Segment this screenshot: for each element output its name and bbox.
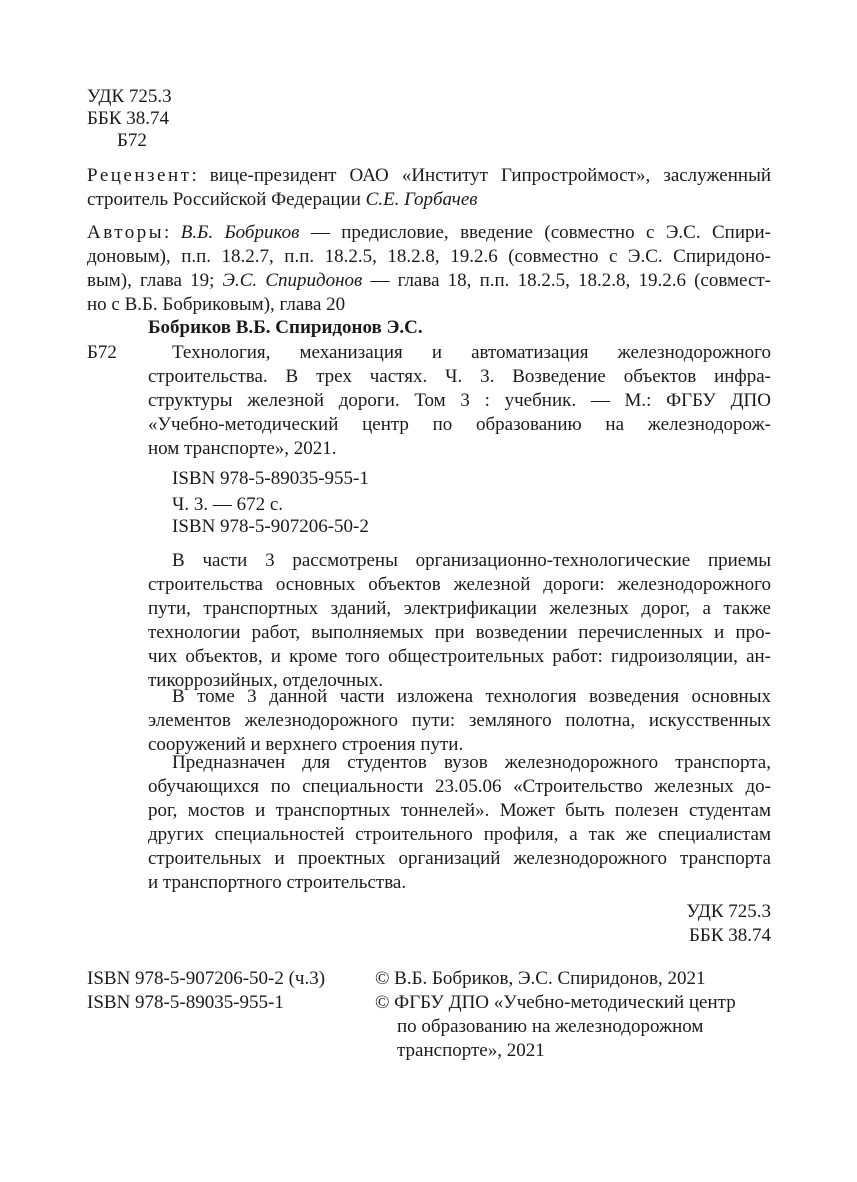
reviewer-line-1: Рецензент: вице-президент ОАО «Институт Гипростроймост», заслуженный (87, 165, 771, 186)
authors-line-4: но с В.Б. Бобриковым), глава 20 (87, 294, 346, 315)
abstract-line: сооружений и верхнего строения пути. (148, 734, 464, 755)
abstract-line: обучающихся по специальности 23.05.06 «Строительство железных до- (148, 776, 771, 797)
bib-line: Технология, механизация и автоматизация железнодорожного (172, 342, 771, 363)
bbk-bottom: ББК 38.74 (689, 925, 771, 946)
udk-top: УДК 725.3 (87, 86, 172, 107)
footer-isbn-2: ISBN 978-5-89035-955-1 (87, 992, 284, 1013)
author-code-top: Б72 (117, 130, 147, 151)
udk-bottom: УДК 725.3 (686, 901, 771, 922)
authors-line-2: доновым), п.п. 18.2.7, п.п. 18.2.5, 18.2.8, 19.2.6 (совместно с Э.С. Спиридоно- (87, 246, 771, 267)
bib-part: Ч. 3. — 672 с. (172, 494, 284, 515)
abstract-line: рог, мостов и транспортных тоннелей». Может быть полезен студентам (148, 800, 771, 821)
abstract-line: элементов железнодорожного пути: земляного полотна, искусственных (148, 710, 771, 731)
abstract-line: Предназначен для студентов вузов железнодорожного транспорта, (172, 752, 771, 773)
abstract-line: тикоррозийных, отделочных. (148, 670, 384, 691)
footer-isbn-1: ISBN 978-5-907206-50-2 (ч.3) (87, 968, 326, 989)
abstract-line: строительных и проектных организаций железнодорожного транспорта (148, 848, 771, 869)
copyright-line: © В.Б. Бобриков, Э.С. Спиридонов, 2021 (375, 968, 706, 989)
reviewer-name: С.Е. Горбачев (365, 189, 478, 210)
authors-line-1: Авторы: В.Б. Бобриков — предисловие, введение (совместно с Э.С. Спири- (87, 222, 771, 243)
reviewer-line-2: строитель Российской Федерации С.Е. Горбачев (87, 189, 478, 210)
bib-line: ном транспорте», 2021. (148, 438, 337, 459)
bib-line: строительства. В трех частях. Ч. 3. Возведение объектов инфра- (148, 366, 771, 387)
abstract-line: чих объектов, и кроме того общестроительных работ: гидроизоляции, ан- (148, 646, 771, 667)
abstract-line: пути, транспортных зданий, электрификации железных дорог, а также (148, 598, 771, 619)
bib-line: «Учебно-методический центр по образованию на железнодорож- (148, 414, 771, 435)
bbk-top: ББК 38.74 (87, 108, 169, 129)
abstract-line: В части 3 рассмотрены организационно-технологические приемы (172, 550, 771, 571)
abstract-line: строительства основных объектов железной дороги: железнодорожного (148, 574, 771, 595)
copyright-line: транспорте», 2021 (397, 1040, 545, 1061)
abstract-line: технологии работ, выполняемых при возведении перечисленных и про- (148, 622, 771, 643)
bib-line: структуры железной дороги. Том 3 : учебник. — М.: ФГБУ ДПО (148, 390, 771, 411)
bib-isbn-2: ISBN 978-5-907206-50-2 (172, 516, 369, 537)
copyright-line: по образованию на железнодорожном (397, 1016, 704, 1037)
bib-isbn-1: ISBN 978-5-89035-955-1 (172, 468, 369, 489)
abstract-line: В томе 3 данной части изложена технология возведения основных (172, 686, 771, 707)
bib-code: Б72 (87, 342, 117, 363)
bib-authors: Бобриков В.Б. Спиридонов Э.С. (148, 317, 423, 338)
abstract-line: и транспортного строительства. (148, 872, 407, 893)
copyright-line: © ФГБУ ДПО «Учебно-методический центр (375, 992, 736, 1013)
abstract-line: других специальностей строительного профиля, а так же специалистам (148, 824, 771, 845)
authors-line-3: вым), глава 19; Э.С. Спиридонов — глава 18, п.п. 18.2.5, 18.2.8, 19.2.6 (совмест- (87, 270, 772, 291)
